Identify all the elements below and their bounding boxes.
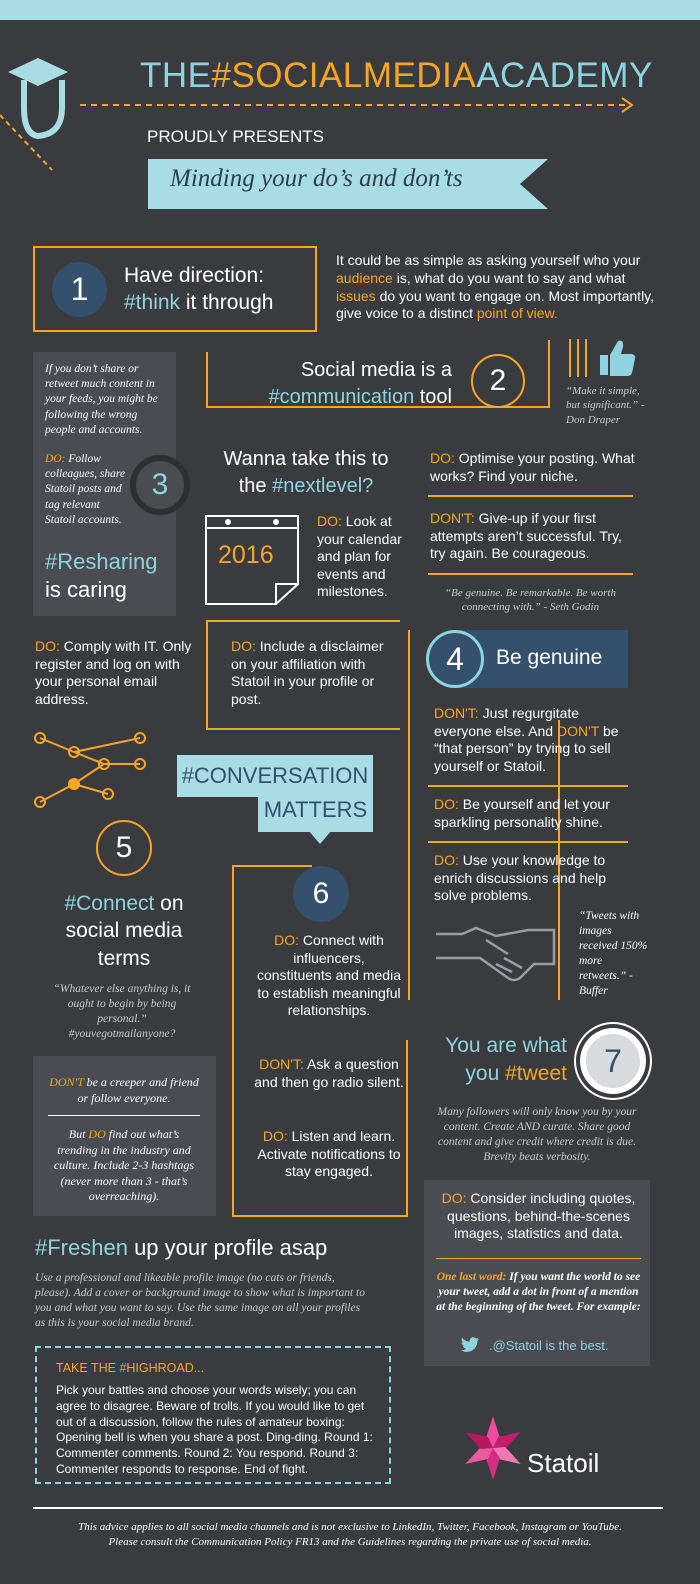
freshen-heading-text: up your profile asap [127, 1235, 328, 1260]
section-4-number: 4 [426, 630, 484, 688]
nextlevel-do2 [430, 450, 635, 485]
highlight-term: point of view. [476, 305, 558, 322]
title-the: THE [140, 56, 212, 95]
conversation-line1: #CONVERSATION [181, 763, 369, 788]
nextlevel-hashtag: #nextlevel? [272, 475, 374, 497]
section-5-dont [48, 1075, 200, 1106]
footer-divider [33, 1507, 663, 1509]
statoil-wordmark: Statoil [527, 1448, 600, 1478]
do-label: DO: [317, 513, 342, 529]
connect-hashtag: #Connect [64, 892, 155, 915]
footer-line2: Please consult the Communication Policy FR13 and the Guidelines regarding the private use of social media. [108, 1535, 592, 1548]
tweet-example: .@Statoil is the best. [489, 1338, 609, 1353]
section-5-heading [40, 890, 208, 972]
section-3-do-text: Follow colleagues, share Statoil posts and tag relevant Statoil accounts. [45, 453, 126, 526]
section-5-do-text: find out what’s trending in the industry and culture. Include 2-3 hashtags (never more than 3 - that’s overreaching). [53, 1127, 195, 1204]
dont-label: DON'T: [259, 1056, 304, 1072]
section-5-number: 5 [96, 820, 152, 876]
divider [406, 1040, 408, 1217]
it-do-text: Comply with IT. Only register and log on with your personal email address. [35, 638, 192, 707]
section-1-body-text: is, what do you want to say and what [392, 269, 626, 286]
network-icon [30, 728, 160, 808]
divider [232, 865, 234, 1217]
nextlevel-heading-the: the [238, 475, 273, 497]
divider [428, 841, 628, 843]
section-1-heading [124, 262, 273, 317]
do-label: DO: [35, 638, 60, 654]
section-2-number: 2 [471, 354, 525, 408]
subtitle: PROUDLY PRESENTS [147, 127, 324, 146]
twitter-icon [460, 1337, 480, 1353]
nextlevel-dont [430, 510, 640, 563]
handshake-icon [436, 920, 556, 985]
section-2-hashtag: #communication [268, 386, 415, 408]
tweet-hashtag: #tweet [505, 1062, 567, 1086]
section-4-dont-text-b: be “that person” by trying to sell yourself or Statoil. [434, 722, 619, 774]
section-6-do2-text: Listen and learn. Activate notifications to stay engaged. [257, 1128, 401, 1179]
section-7-heading-line1: You are what [445, 1034, 567, 1057]
section-4-do1-text: Be yourself and let your sparkling personality shine. [434, 796, 610, 830]
dont-label: DON'T [49, 1075, 84, 1089]
section-7-last-word-text: If you want the world to see your tweet, add a dot in front of a mention at the beginning of the tweet. For example: [436, 1271, 641, 1313]
nextlevel-dont-text: Give-up if your first attempts aren’t successful. Try, try again. Be courageous. [430, 510, 622, 561]
section-5-dont-text: be a creeper and friend or follow everyone. [77, 1075, 199, 1105]
divider [206, 728, 400, 730]
section-2-heading-line2: tool [414, 386, 452, 408]
divider [206, 620, 400, 622]
section-4-do2 [434, 852, 624, 905]
section-7-last-word [436, 1270, 641, 1315]
disclaimer-do [231, 638, 396, 708]
section-3-tag [45, 548, 158, 603]
section-3-do [45, 452, 127, 528]
section-3-intro: If you don’t share or retweet much content in your feeds, you might be following the wrong people and accounts. [45, 363, 158, 436]
section-2-heading-line1: Social media is a [300, 359, 452, 381]
divider [428, 785, 628, 787]
section-6-number: 6 [293, 866, 349, 922]
divider [428, 495, 633, 497]
divider [48, 1115, 200, 1116]
section-3-number: 3 [130, 455, 190, 515]
do-label: DO: [45, 453, 66, 465]
freshen-heading [35, 1235, 327, 1261]
section-6-do1 [254, 932, 404, 1020]
section-1-hashtag: #think [124, 291, 181, 315]
dont-label: DON'T: [434, 705, 479, 721]
graduation-cap-icon [0, 50, 110, 190]
section-7-do-text: Consider including quotes, questions, behind-the-scenes images, statistics and data. [447, 1190, 636, 1241]
section-7-number: 7 [586, 1034, 640, 1088]
banner-text: Minding your do’s and don’ts [170, 165, 463, 192]
section-2-quote: “Make it simple, but significant.” - Don Draper [566, 385, 645, 426]
divider [232, 865, 312, 867]
divider [206, 620, 208, 730]
dont-label: DON'T: [430, 510, 475, 526]
section-6-do1-text: Connect with influencers, constituents and media to establish meaningful relationships. [257, 932, 401, 1018]
section-7-heading [425, 1032, 567, 1089]
section-1-heading-line1: Have direction: [124, 264, 265, 287]
top-bar [0, 0, 700, 20]
section-4-do1 [434, 796, 624, 831]
section-2-heading [226, 357, 452, 411]
bubble-tail [308, 830, 332, 844]
divider [436, 1258, 641, 1259]
resharing-hashtag: #Resharing [45, 549, 158, 574]
section-6-dont-text: Ask a question and then go radio silent. [254, 1056, 404, 1090]
highlight-term: issues [336, 287, 376, 304]
do-label: DO: [231, 638, 256, 654]
section-5-heading-text: on social media terms [65, 892, 184, 970]
title-hashtag: #SOCIALMEDIA [211, 56, 477, 95]
section-1-number: 1 [52, 262, 107, 317]
divider [232, 1215, 408, 1217]
section-7-heading-you: you [465, 1062, 506, 1086]
do-label: DO: [434, 796, 459, 812]
do-label: DO: [441, 1190, 467, 1206]
section-1-body-text: It could be as simple as asking yourself who your [336, 252, 641, 268]
do-label: DO: [430, 450, 455, 466]
section-4-do2-text: Use your knowledge to enrich discussions and help solve problems. [434, 852, 606, 903]
freshen-hashtag: #Freshen [35, 1235, 128, 1260]
dashed-arrow [80, 96, 640, 116]
highroad-title: TAKE THE #HIGHROAD... [56, 1361, 205, 1375]
section-7-body: Many followers will only know you by your content. Create AND curate. Share good content and give credit where credit is due. Brevity beats verbosity. [437, 1106, 637, 1163]
freshen-body: Use a professional and likeable profile image (no cats or friends, please). Add a cover or background image to show what is important to you and what you want to say. Use the same image on all your profiles as this is your social media brand. [35, 1272, 365, 1329]
section-5-quote: “Whatever else anything is, it ought to begin by being personal.” #youvegotmailanyone? [53, 983, 191, 1040]
divider [428, 573, 633, 575]
nextlevel-heading-line1: Wanna take this to [223, 448, 389, 470]
conversation-line2: MATTERS [263, 797, 368, 822]
section-5-do [48, 1127, 200, 1205]
nextlevel-quote: “Be genuine. Be remarkable. Be worth connecting with.” - Seth Godin [445, 587, 616, 614]
statoil-logo-icon [462, 1413, 524, 1483]
section-1-body [336, 252, 666, 323]
section-1-body-text: do you want to engage on. Most importantly, give voice to a distinct [336, 287, 655, 322]
section-5-but: But [68, 1127, 89, 1141]
nextlevel-do2-text: Optimise your posting. What works? Find your niche. [430, 450, 635, 484]
divider [548, 340, 550, 408]
disclaimer-do-text: Include a disclaimer on your affiliation with Statoil in your profile or post. [231, 638, 384, 707]
do-label: DO: [274, 932, 300, 948]
calendar-year: 2016 [218, 541, 274, 569]
section-1-heading-line2: it through [180, 291, 274, 315]
do-label: DO: [262, 1128, 288, 1144]
section-7-do [436, 1190, 641, 1243]
dont-label: DON'T [556, 722, 600, 739]
footer-note [20, 1520, 680, 1550]
divider [408, 630, 410, 1000]
section-3-tag-text: is caring [45, 576, 127, 602]
section-4-dont [434, 705, 624, 775]
thumbs-up-icon [568, 337, 640, 381]
do-label: DO [88, 1127, 106, 1141]
nextlevel-do-text: Look at your calendar and plan for events and milestones. [317, 513, 402, 599]
highroad-body: Pick your battles and choose your words wisely; you can agree to disagree. Beware of trolls. If you would like to get out of a discussion, follow the rules of amateur boxing: Opening bell is when you share a post. Ding-ding. Round 1: Commenter comments. Round 2: You respond. Round 3: Commenter responds to response. End of fight. [56, 1383, 373, 1477]
divider [206, 352, 208, 408]
nextlevel-do [317, 513, 415, 601]
last-word-label: One last word: [436, 1271, 507, 1283]
section-4-heading: Be genuine [496, 646, 603, 669]
section-6-dont [254, 1056, 404, 1091]
it-do [35, 638, 195, 708]
highlight-term: audience [336, 269, 393, 286]
title-academy: ACADEMY [476, 56, 653, 95]
section-4-quote: “Tweets with images received 150% more retweets.” - Buffer [579, 910, 648, 997]
do-label: DO: [434, 852, 459, 868]
nextlevel-heading [208, 446, 404, 500]
page-title [140, 56, 653, 96]
section-6-do2 [254, 1128, 404, 1181]
section-4-dont-text: Just regurgitate everyone else. And [434, 705, 580, 739]
footer-line1: This advice applies to all social media channels and is not exclusive to LinkedIn, Twitter, Facebook, Instagram or YouTube. [78, 1521, 622, 1533]
